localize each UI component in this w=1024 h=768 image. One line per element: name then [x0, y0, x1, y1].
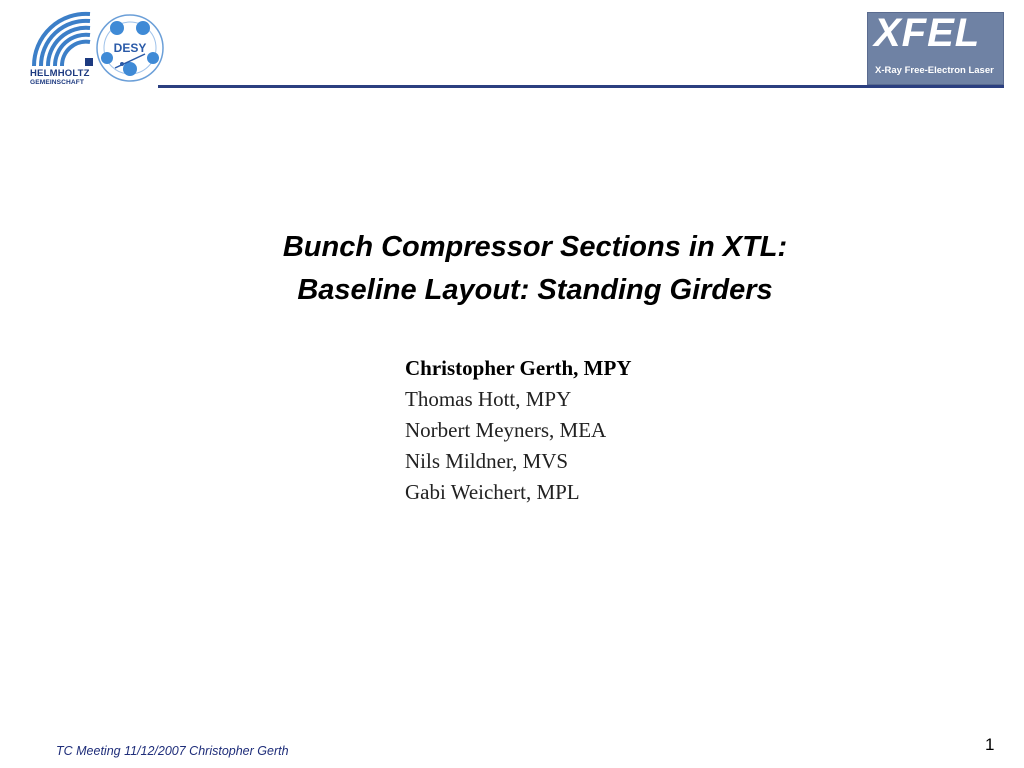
title-line-2: Baseline Layout: Standing Girders [297, 274, 773, 306]
author-item: Christopher Gerth, MPY [405, 356, 632, 380]
footer-text: TC Meeting 11/12/2007 Christopher Gerth [56, 744, 289, 758]
page-number: 1 [985, 735, 995, 754]
author-list [405, 353, 632, 508]
desy-label: DESY [113, 41, 147, 55]
header-divider [158, 85, 1004, 88]
xfel-subtitle: X-Ray Free-Electron Laser [875, 65, 994, 76]
slide-title [200, 226, 870, 312]
desy-logo [95, 13, 165, 83]
helmholtz-arcs-icon [30, 10, 96, 70]
xfel-logo [867, 12, 1004, 85]
author-item: Nils Mildner, MVS [405, 449, 569, 473]
helmholtz-logo [30, 10, 96, 88]
gemeinschaft-text: GEMEINSCHAFT [30, 79, 84, 86]
author-item: Gabi Weichert, MPL [405, 480, 580, 504]
helmholtz-text: HELMHOLTZ [30, 68, 90, 79]
author-item: Norbert Meyners, MEA [405, 418, 607, 442]
author-item: Thomas Hott, MPY [405, 387, 572, 411]
xfel-title: XFEL [874, 11, 981, 55]
title-line-1: Bunch Compressor Sections in XTL: [282, 231, 788, 263]
slide-header [0, 0, 1024, 95]
